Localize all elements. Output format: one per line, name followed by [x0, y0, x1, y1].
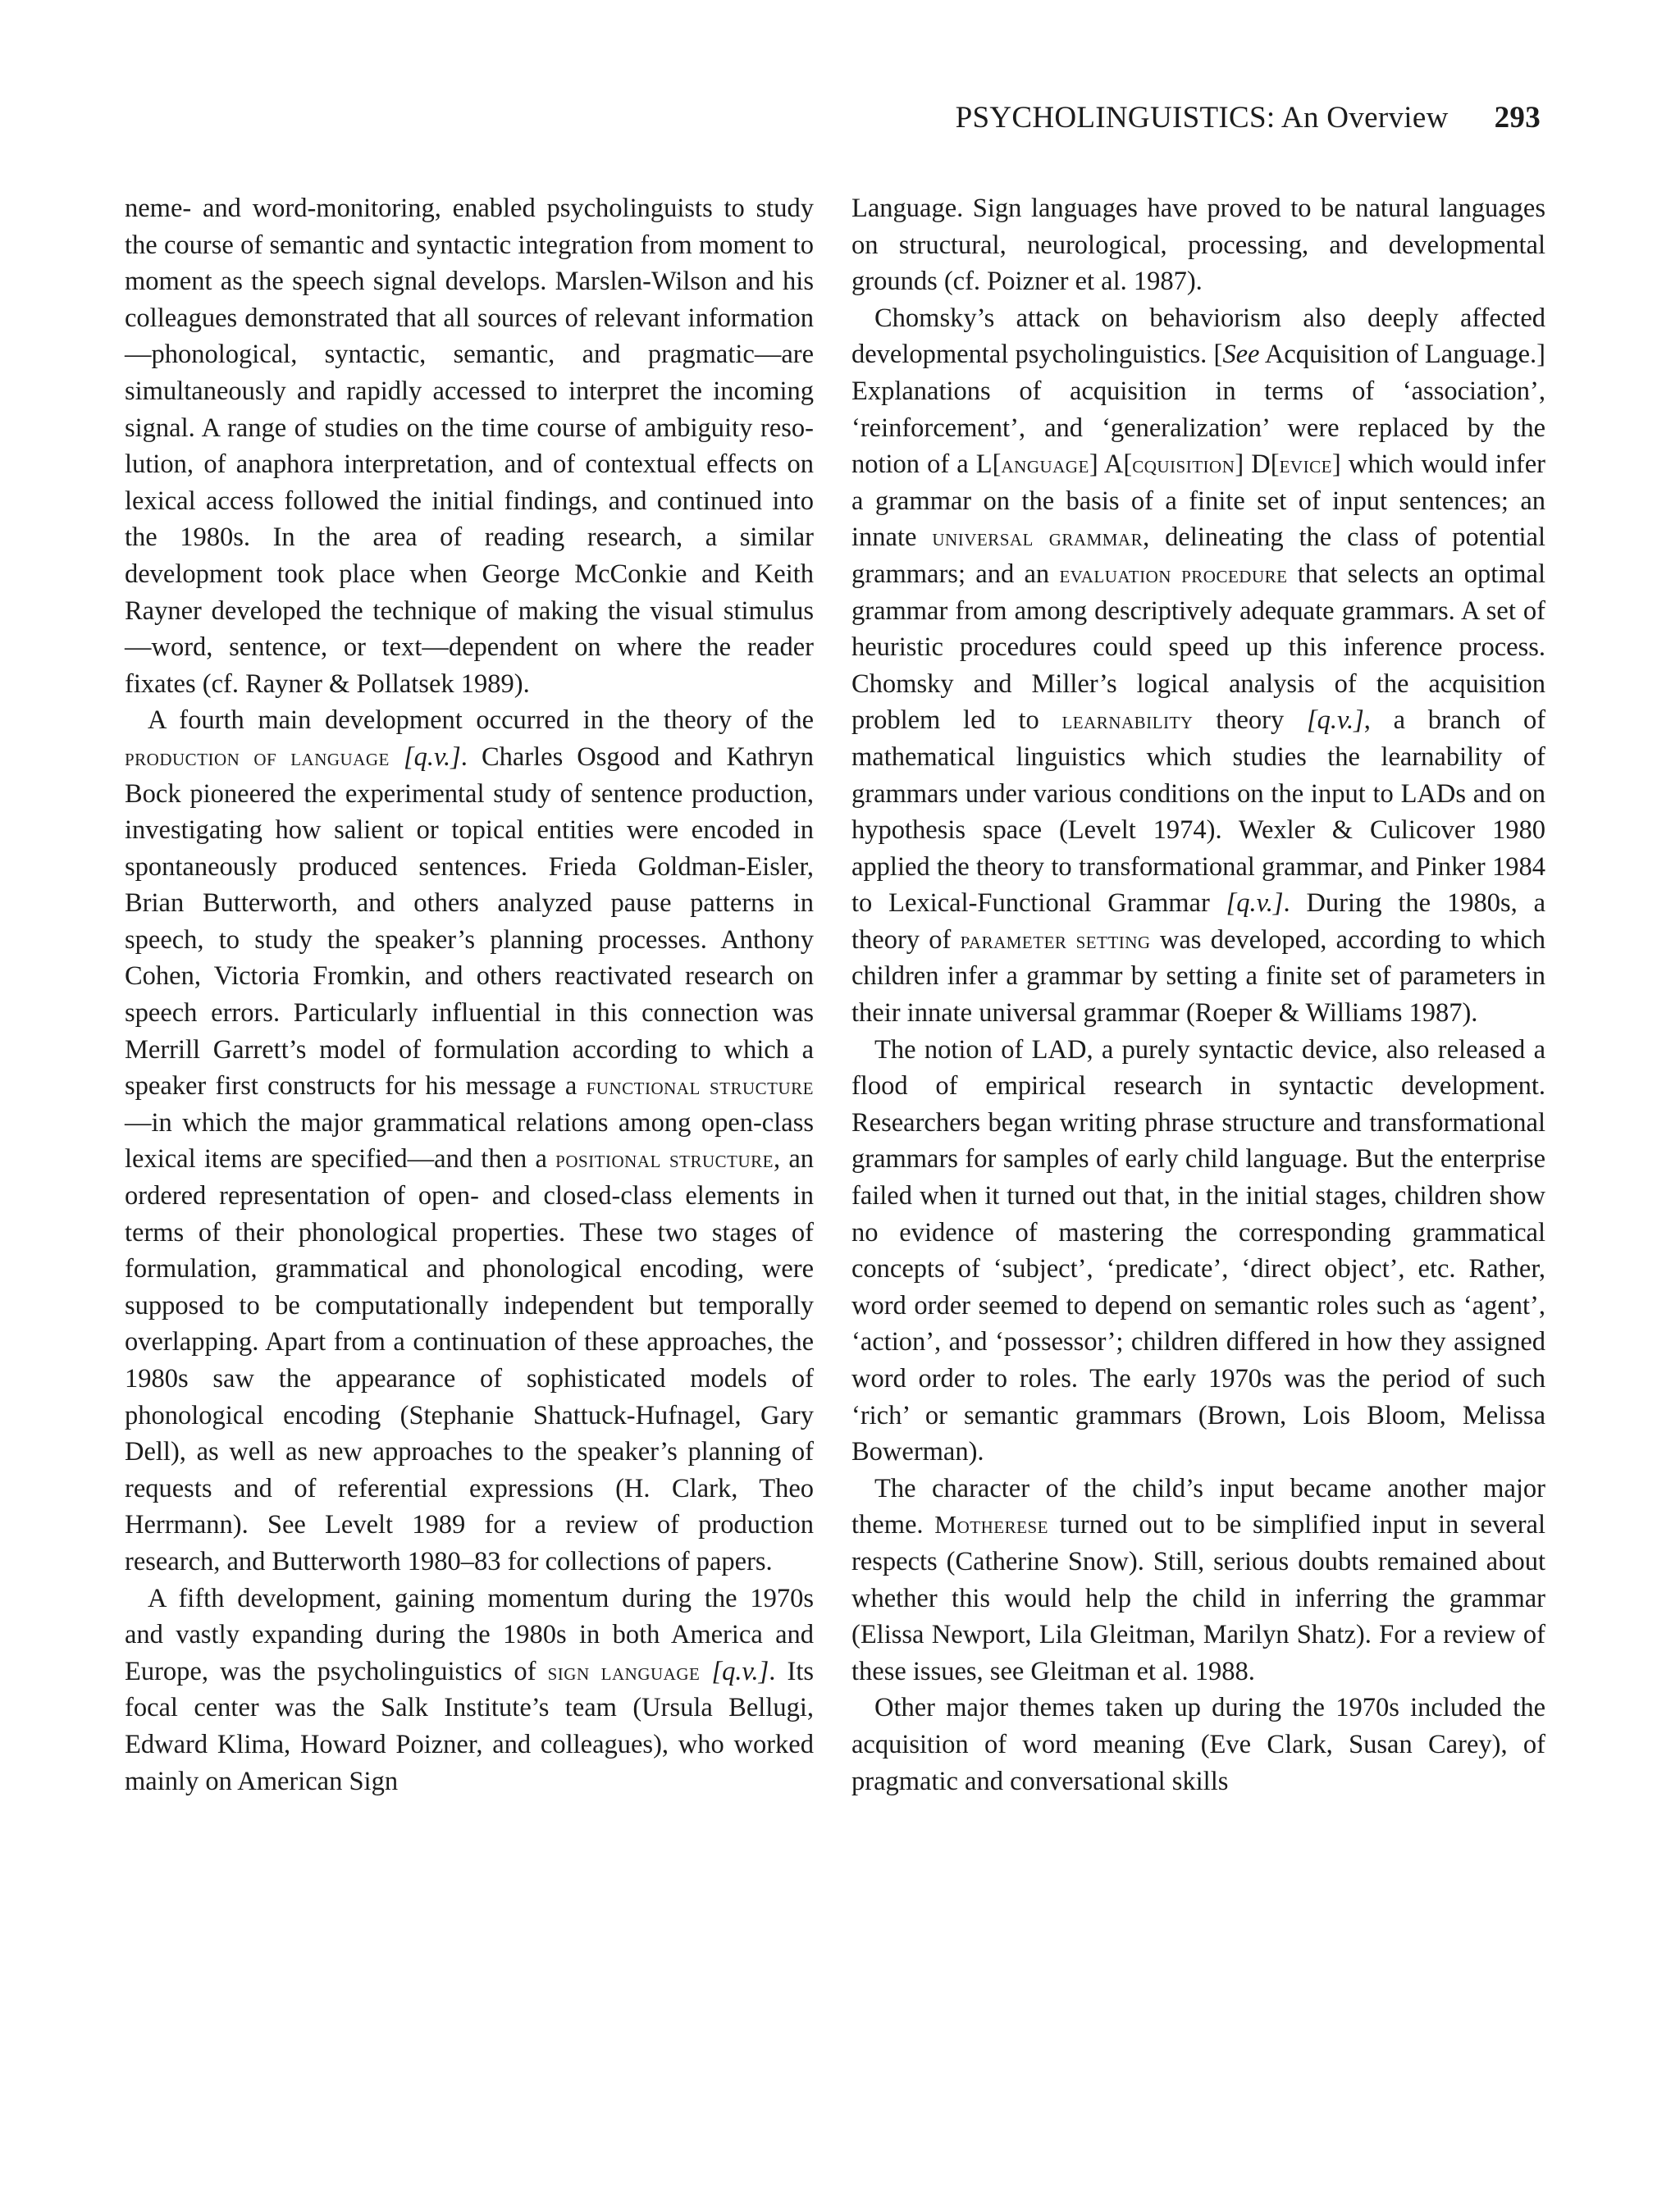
paragraph: A fifth development, gaining momentum during the 1970s and vastly expanding during the 1980s in both America and Europe, was the psycholinguistics of sign language [q.v.]. Its focal center was the Salk Institute’s team (Ursula Bellugi, Edward Klima, Howard Poizner, and colleagues), who worked mainly on American Sign: [125, 1583, 814, 1796]
paragraph: Other major themes taken up during the 1970s included the acquisition of word meaning (Eve Clark, Susan Carey), of pragmatic and conversational skills: [851, 1693, 1545, 1796]
header-title: PSYCHOLINGUISTICS: An Overview: [955, 101, 1449, 135]
paragraph: Chomsky’s attack on behaviorism also deeply affected developmental psycholinguistics. [See Acquisition of Language.] Explanations of acquisition in terms of ‘association’, ‘reinforcement’, and ‘generalization’ were replaced by the notion of a L[anguage] A[cquisition] D[evice] which would infer a grammar on the basis of a finite set of input sentences; an innate universal grammar, delineating the class of potential grammars; and an evaluation procedure that selects an optimal grammar from among descriptively adequate grammars. A set of heuristic procedures could speed up this inference process. Chomsky and Miller’s logical analysis of the acquisition problem led to learnability theory [q.v.], a branch of mathematical linguistics which studies the learnability of grammars under various conditions on the input to LADs and on hypothesis space (Levelt 1974). Wexler & Culicover 1980 applied the theory to transformational grammar, and Pinker 1984 to Lexical-Functional Grammar [q.v.]. During the 1980s, a theory of parameter setting was developed, according to which children infer a grammar by setting a finite set of parameters in their innate universal grammar (Roeper & Williams 1987).: [851, 303, 1546, 1029]
term-small-caps: sign language: [547, 1657, 701, 1686]
term-small-caps: Motherese: [934, 1511, 1048, 1540]
cross-reference: [q.v.]: [711, 1656, 769, 1686]
term-small-caps: learnability: [1061, 706, 1194, 735]
paragraph: A fourth main development occurred in the theory of the production of language [q.v.]. Charles Osgood and Kathryn Bock pioneered the experimental study of sentence production, investigating how salient or topical entities were encoded in spontaneously produced sentences. Frieda Goldman-Eisler, Brian Butterworth, and others analyzed pause patterns in speech, to study the speaker’s planning processes. Anthony Cohen, Victoria Fromkin, and others reactivated research on speech errors. Particularly influential in this connection was Merrill Garrett’s model of formulation according to which a speaker first constructs for his message a functional structure—in which the major grammatical relations among open-class lexical items are specified—and then a positional structure, an ordered representation of open- and closed-class elements in terms of their phonological properties. These two stages of formulation, grammatical and phonological encoding, were supposed to be computationally independent but temporally overlapping. Apart from a continuation of these approaches, the 1980s saw the appearance of sophisticated models of phonological encoding (Stephanie Shattuck-Hufnagel, Gary Dell), as well as new approaches to the speaker’s planning of requests and of referential expressions (H. Clark, Theo Herrmann). See Levelt 1989 for a review of production research, and Butterworth 1980–83 for collections of papers.: [125, 705, 815, 1576]
term-small-caps: universal grammar: [932, 523, 1144, 552]
paragraph: Language. Sign languages have proved to be natural languages on structural, neurological, processing, and developmental grounds (cf. Poizner et al. 1987).: [851, 194, 1545, 297]
cross-reference: [q.v.]: [403, 741, 461, 772]
term-small-caps: evaluation procedure: [1059, 559, 1288, 588]
paragraph: The character of the child’s input became another major theme. Motherese turned out to be simplified input in several respects (Catherine Snow). Still, serious doubts remained about whether this would help the child in inferring the grammar (Elissa Newport, Lila Gleitman, Marilyn Shatz). For a review of these issues, see Gleitman et al. 1988.: [851, 1473, 1545, 1686]
page-number: 293: [1494, 101, 1541, 135]
running-header: [956, 100, 1541, 135]
left-column: [125, 190, 814, 1800]
paragraph: The notion of LAD, a purely syntactic device, also released a flood of empirical research in syntactic development. Researchers began writing phrase structure and transformational grammars for samples of early child language. But the enterprise failed when it turned out that, in the initial stages, children show no evidence of mastering the corresponding grammatical concepts of ‘subject’, ‘predicate’, ‘direct object’, etc. Rather, word order seemed to depend on semantic roles such as ‘agent’, ‘action’, and ‘possessor’; children differed in how they assigned word order to roles. The early 1970s was the period of such ‘rich’ or semantic grammars (Brown, Lois Bloom, Melissa Bowerman).: [851, 1034, 1545, 1467]
term-small-caps: positional structure: [555, 1145, 774, 1174]
cross-reference: [q.v.]: [1306, 705, 1364, 736]
term-small-caps: functional structure: [586, 1072, 814, 1101]
paragraph: neme- and word-monitoring, enabled psycholinguists to study the course of semantic and syntactic integration from moment to moment as the speech signal develops. Marslen-Wilson and his colleagues demonstrated that all sources of relevant information—phonological, syntactic, semantic, and pragmatic—are simultaneously and rapidly accessed to interpret the incoming signal. A range of studies on the time course of ambiguity resolution, of anaphora interpretation, and of contextual effects on lexical access followed the initial findings, and continued into the 1980s. In the area of reading research, a similar development took place when George McConkie and Keith Rayner developed the technique of making the visual stimulus—word, sentence, or text—dependent on where the reader fixates (cf. Rayner & Pollatsek 1989).: [125, 194, 814, 699]
right-column: [851, 190, 1545, 1800]
term-small-caps: parameter setting: [960, 925, 1151, 954]
cross-reference: [q.v.]: [1226, 888, 1284, 919]
term-small-caps: production of language: [125, 742, 390, 771]
see-reference: See: [1222, 340, 1260, 370]
